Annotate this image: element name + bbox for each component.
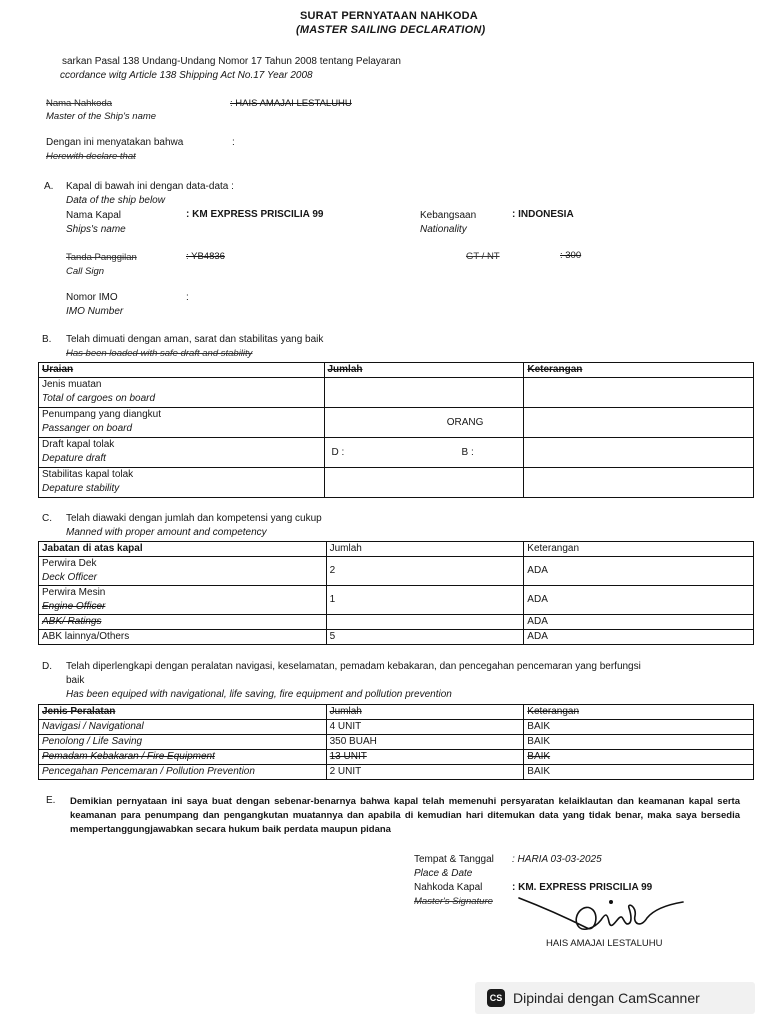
- row-qty: [326, 615, 524, 630]
- nationality-label-en: Nationality: [420, 224, 467, 235]
- row-label: Penumpang yang diangkut Passanger on board: [39, 408, 325, 438]
- section-c-table: [38, 541, 754, 645]
- table-header-cell: Jumlah: [326, 542, 524, 557]
- table-row: [39, 765, 754, 780]
- table-row: [39, 438, 754, 468]
- legal-basis-id: sarkan Pasal 138 Undang-Undang Nomor 17 Tahun 2008 tentang Pelayaran: [62, 56, 401, 67]
- master-name-value: : HAIS AMAJAI LESTALUHU: [230, 98, 352, 109]
- gt-value: : 300: [560, 250, 582, 261]
- row-note: [524, 408, 754, 438]
- section-c-marker: C.: [42, 513, 52, 524]
- place-date-label-en: Place & Date: [414, 868, 473, 879]
- table-row: [39, 720, 754, 735]
- table-row: [39, 615, 754, 630]
- callsign-value: : YB4836: [186, 251, 225, 262]
- row-note: BAIK: [524, 720, 754, 735]
- table-header-cell: Uraian: [39, 363, 325, 378]
- table-header-cell: Jabatan di atas kapal: [39, 542, 327, 557]
- table-header-cell: Keterangan: [524, 705, 754, 720]
- imo-value: :: [186, 292, 189, 303]
- row-qty: 2 UNIT: [326, 765, 524, 780]
- row-label: ABK lainnya/Others: [39, 630, 327, 645]
- row-qty: D : B :: [324, 438, 524, 468]
- imo-label-id: Nomor IMO: [66, 292, 118, 303]
- row-label: Draft kapal tolak Depature draft: [39, 438, 325, 468]
- row-label: Jenis muatan Total of cargoes on board: [39, 378, 325, 408]
- section-d-heading-en: Has been equiped with navigational, life saving, fire equipment and pollution prevention: [66, 689, 452, 700]
- table-row: [39, 630, 754, 645]
- row-label: Stabilitas kapal tolak Depature stability: [39, 468, 325, 498]
- row-note: BAIK: [524, 750, 754, 765]
- section-e-text: Demikian pernyataan ini saya buat dengan sebenar-benarnya bahwa kapal telah memenuhi persyaratan kelaiklautan dan keamanan kapal serta keamanan para penumpang dan pengangkutan muatannya dan apabila di kemudian hari ditemukan data yang tidak benar, maka saya bersedia mempertanggungjawabkan secara hukum baik perdata maupun pidana: [70, 796, 740, 835]
- master-sign-value: : KM. EXPRESS PRISCILIA 99: [512, 882, 653, 893]
- document-subtitle: (MASTER SAILING DECLARATION): [296, 24, 486, 36]
- section-b-heading-id: Telah dimuati dengan aman, sarat dan stabilitas yang baik: [66, 334, 324, 345]
- section-a-heading-id: Kapal di bawah ini dengan data-data :: [66, 181, 234, 192]
- row-qty: 5: [326, 630, 524, 645]
- section-d-marker: D.: [42, 661, 52, 672]
- table-header-cell: Jenis Peralatan: [39, 705, 327, 720]
- section-c-heading-en: Manned with proper amount and competency: [66, 527, 267, 538]
- table-header-cell: Keterangan: [524, 363, 754, 378]
- row-qty: 350 BUAH: [326, 735, 524, 750]
- row-note: ADA: [524, 586, 754, 615]
- camscanner-watermark: [475, 982, 755, 1014]
- row-label: ABK/ Ratings: [39, 615, 327, 630]
- section-a-heading-en: Data of the ship below: [66, 195, 165, 206]
- section-d-table: [38, 704, 754, 780]
- row-label: Perwira Mesin Engine Officer: [39, 586, 327, 615]
- callsign-label-id: Tanda Panggilan: [66, 252, 137, 263]
- master-printed-name: HAIS AMAJAI LESTALUHU: [546, 938, 663, 949]
- row-note: ADA: [524, 557, 754, 586]
- table-row: [39, 735, 754, 750]
- section-d-heading-id: Telah diperlengkapi dengan peralatan navigasi, keselamatan, pemadam kebakaran, dan pencegahan pencemaran yang berfungsi: [66, 661, 641, 672]
- section-c-heading-id: Telah diawaki dengan jumlah dan kompetensi yang cukup: [66, 513, 322, 524]
- master-sign-label-id: Nahkoda Kapal: [414, 882, 483, 893]
- row-label: Navigasi / Navigational: [39, 720, 327, 735]
- table-row: [39, 586, 754, 615]
- master-sign-label-en: Master's Signature: [414, 896, 493, 907]
- ship-name-label-id: Nama Kapal: [66, 210, 122, 221]
- row-qty: 1: [326, 586, 524, 615]
- declare-colon: :: [232, 137, 235, 148]
- place-date-value: : HARIA 03-03-2025: [512, 854, 602, 865]
- row-note: BAIK: [524, 765, 754, 780]
- camscanner-logo-icon: CS: [487, 989, 505, 1007]
- row-note: ADA: [524, 630, 754, 645]
- table-header-row: [39, 705, 754, 720]
- row-label: Penolong / Life Saving: [39, 735, 327, 750]
- master-label-id: Nama Nahkoda: [46, 98, 113, 109]
- row-note: ADA: [524, 615, 754, 630]
- table-header-row: [39, 542, 754, 557]
- row-note: [524, 468, 754, 498]
- section-d-heading-id-2: baik: [66, 675, 85, 686]
- imo-label-en: IMO Number: [66, 306, 124, 317]
- section-a-marker: A.: [44, 181, 54, 192]
- row-note: [524, 378, 754, 408]
- camscanner-text: Dipindai dengan CamScanner: [513, 990, 700, 1006]
- table-header-row: [39, 363, 754, 378]
- row-label: Pemadam Kebakaran / Fire Equipment: [39, 750, 327, 765]
- callsign-label-en: Call Sign: [66, 266, 105, 277]
- declare-label-en: Herewith declare that: [46, 151, 136, 162]
- ship-name-label-en: Ships's name: [66, 224, 126, 235]
- row-qty: ORANG: [324, 408, 524, 438]
- table-header-cell: Jumlah: [326, 705, 524, 720]
- row-note: BAIK: [524, 735, 754, 750]
- row-qty: [324, 378, 524, 408]
- table-row: [39, 408, 754, 438]
- nationality-label-id: Kebangsaan: [420, 210, 477, 221]
- legal-basis-en: ccordance witg Article 138 Shipping Act No.17 Year 2008: [60, 70, 313, 81]
- row-label: Pencegahan Pencemaran / Pollution Prevention: [39, 765, 327, 780]
- declare-label-id: Dengan ini menyatakan bahwa: [46, 137, 184, 148]
- table-row: [39, 557, 754, 586]
- table-header-cell: Jumlah: [324, 363, 524, 378]
- table-row: [39, 378, 754, 408]
- section-b-table: [38, 362, 754, 498]
- document-title: SURAT PERNYATAAN NAHKODA: [300, 10, 478, 22]
- section-b-heading-en: Has been loaded with safe draft and stability: [66, 348, 253, 359]
- table-row: [39, 750, 754, 765]
- row-note: [524, 438, 754, 468]
- table-header-cell: Keterangan: [524, 542, 754, 557]
- row-label: Perwira Dek Deck Officer: [39, 557, 327, 586]
- section-b-marker: B.: [42, 334, 52, 345]
- ship-name-value: : KM EXPRESS PRISCILIA 99: [186, 209, 324, 220]
- row-qty: [324, 468, 524, 498]
- row-qty: 13 UNIT: [326, 750, 524, 765]
- row-qty: 4 UNIT: [326, 720, 524, 735]
- handwritten-signature: [515, 888, 695, 940]
- place-date-label-id: Tempat & Tanggal: [414, 854, 494, 865]
- gt-label: GT / NT: [466, 251, 500, 262]
- table-row: [39, 468, 754, 498]
- section-e-marker: E.: [46, 795, 56, 806]
- nationality-value: : INDONESIA: [512, 209, 574, 220]
- master-label-en: Master of the Ship's name: [46, 111, 157, 122]
- row-qty: 2: [326, 557, 524, 586]
